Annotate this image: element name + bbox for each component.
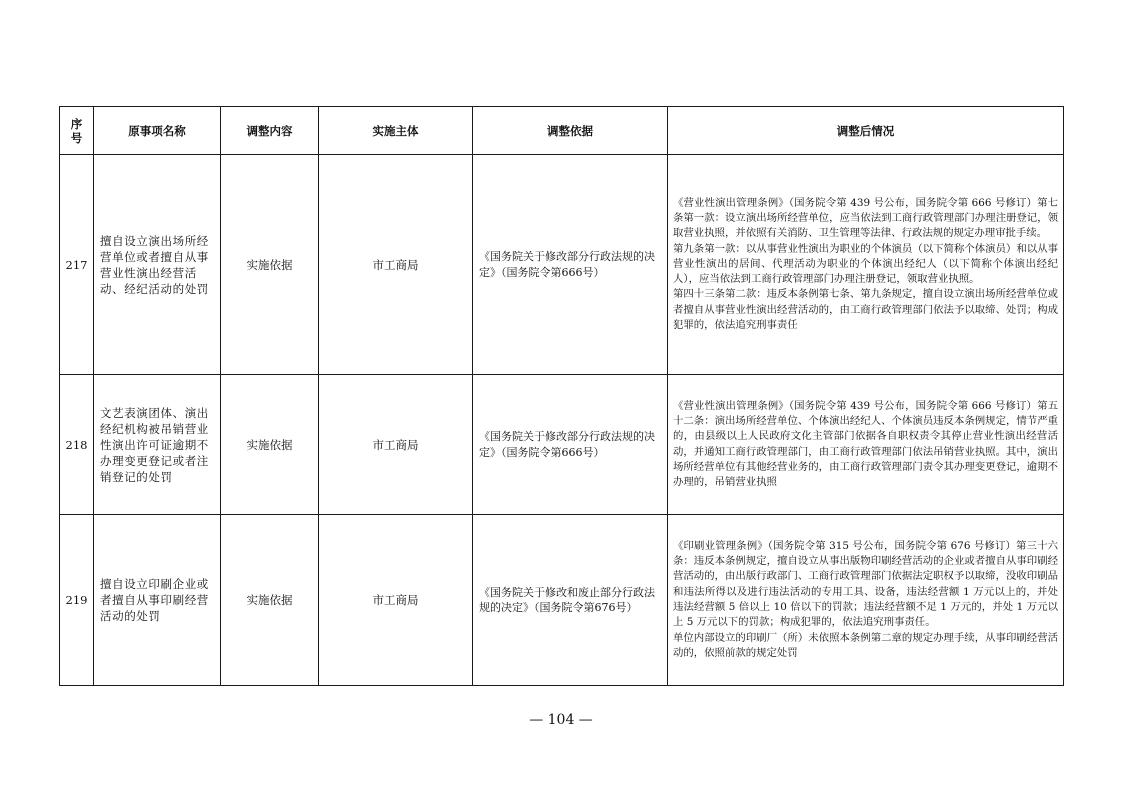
- row-implementing-body: 市工商局: [319, 375, 473, 515]
- page-number: — 104 —: [529, 712, 593, 728]
- row-adjustment-basis: 《国务院关于修改部分行政法规的决定》（国务院令第666号）: [473, 375, 668, 515]
- header-adjustment-content: 调整内容: [221, 107, 319, 155]
- row-post-adjustment: [668, 375, 1064, 515]
- header-serial-number: 序 号: [60, 107, 94, 155]
- header-post-adjustment: 调整后情况: [668, 107, 1064, 155]
- row-number: 218: [60, 375, 94, 515]
- table-row: [60, 375, 1064, 515]
- post-adjustment-paragraph: 第四十三条第二款：违反本条例第七条、第九条规定，擅自设立演出场所经营单位或者擅自从事营业性演出经营活动的，由工商行政管理部门依法予以取缔、处罚；构成犯罪的，依法追究刑事责任: [673, 288, 1058, 332]
- header-original-item-name: 原事项名称: [94, 107, 221, 155]
- row-number: 219: [60, 515, 94, 686]
- row-implementing-body: 市工商局: [319, 155, 473, 375]
- row-adjustment-content: 实施依据: [221, 155, 319, 375]
- post-adjustment-paragraph: 单位内部设立的印刷厂（所）未依照本条例第二章的规定办理手续，从事印刷经营活动的，依照前款的规定处罚: [673, 631, 1058, 659]
- table-row: [60, 515, 1064, 686]
- post-adjustment-paragraph: 《印刷业管理条例》（国务院令第 315 号公布，国务院令第 676 号修订）第三十六条：违反本条例规定，擅自设立从事出版物印刷经营活动的企业或者擅自从事印刷经营活动的，由出版行政部门、工商行政管理部门依据法定职权予以取缔，没收印刷品和违法所得以及进行违法活动的专用工具、设备，违法经营额 1 万元以上的，并处违法经营额 5 倍以上 10 倍以下的罚款；违法经营额不足 1 万元的，并处 1 万元以上 5 万元以下的罚款；构成犯罪的，依法追究刑事责任。: [673, 539, 1058, 629]
- row-adjustment-content: 实施依据: [221, 515, 319, 686]
- row-adjustment-basis: 《国务院关于修改部分行政法规的决定》（国务院令第666号）: [473, 155, 668, 375]
- row-adjustment-basis: 《国务院关于修改和废止部分行政法规的决定》（国务院令第676号）: [473, 515, 668, 686]
- row-post-adjustment: [668, 155, 1064, 375]
- header-adjustment-basis: 调整依据: [473, 107, 668, 155]
- row-implementing-body: 市工商局: [319, 515, 473, 686]
- post-adjustment-paragraph: 《营业性演出管理条例》（国务院令第 439 号公布，国务院令第 666 号修订）第五十二条：演出场所经营单位、个体演出经纪人、个体演员违反本条例规定，情节严重的，由县级以上人民政府文化主管部门依据各自职权责令其停止营业性演出经营活动，并通知工商行政管理部门，由工商行政管理部门依法吊销营业执照。其中，演出场所经营单位有其他经营业务的，由工商行政管理部门责令其办理变更登记，逾期不办理的，吊销营业执照: [673, 399, 1058, 489]
- table-header-row: [60, 107, 1064, 155]
- row-item-name: 文艺表演团体、演出经纪机构被吊销营业性演出许可证逾期不办理变更登记或者注销登记的处罚: [94, 375, 221, 515]
- row-item-name: 擅自设立印刷企业或者擅自从事印刷经营活动的处罚: [94, 515, 221, 686]
- adjustment-table: [59, 106, 1064, 686]
- post-adjustment-paragraph: 《营业性演出管理条例》（国务院令第 439 号公布，国务院令第 666 号修订）第七条第一款：设立演出场所经营单位，应当依法到工商行政管理部门办理注册登记，领取营业执照，并依照有关消防、卫生管理等法律、行政法规的规定办理审批手续。: [673, 196, 1058, 240]
- post-adjustment-paragraph: 第九条第一款：以从事营业性演出为职业的个体演员（以下简称个体演员）和以从事营业性演出的居间、代理活动为职业的个体演出经纪人（以下简称个体演出经纪人），应当依法到工商行政管理部门办理注册登记，领取营业执照。: [673, 242, 1058, 286]
- row-post-adjustment: [668, 515, 1064, 686]
- row-number: 217: [60, 155, 94, 375]
- table-row: [60, 155, 1064, 375]
- header-implementing-body: 实施主体: [319, 107, 473, 155]
- adjustment-table-container: [59, 106, 1063, 686]
- row-adjustment-content: 实施依据: [221, 375, 319, 515]
- row-item-name: 擅自设立演出场所经营单位或者擅自从事营业性演出经营活动、经纪活动的处罚: [94, 155, 221, 375]
